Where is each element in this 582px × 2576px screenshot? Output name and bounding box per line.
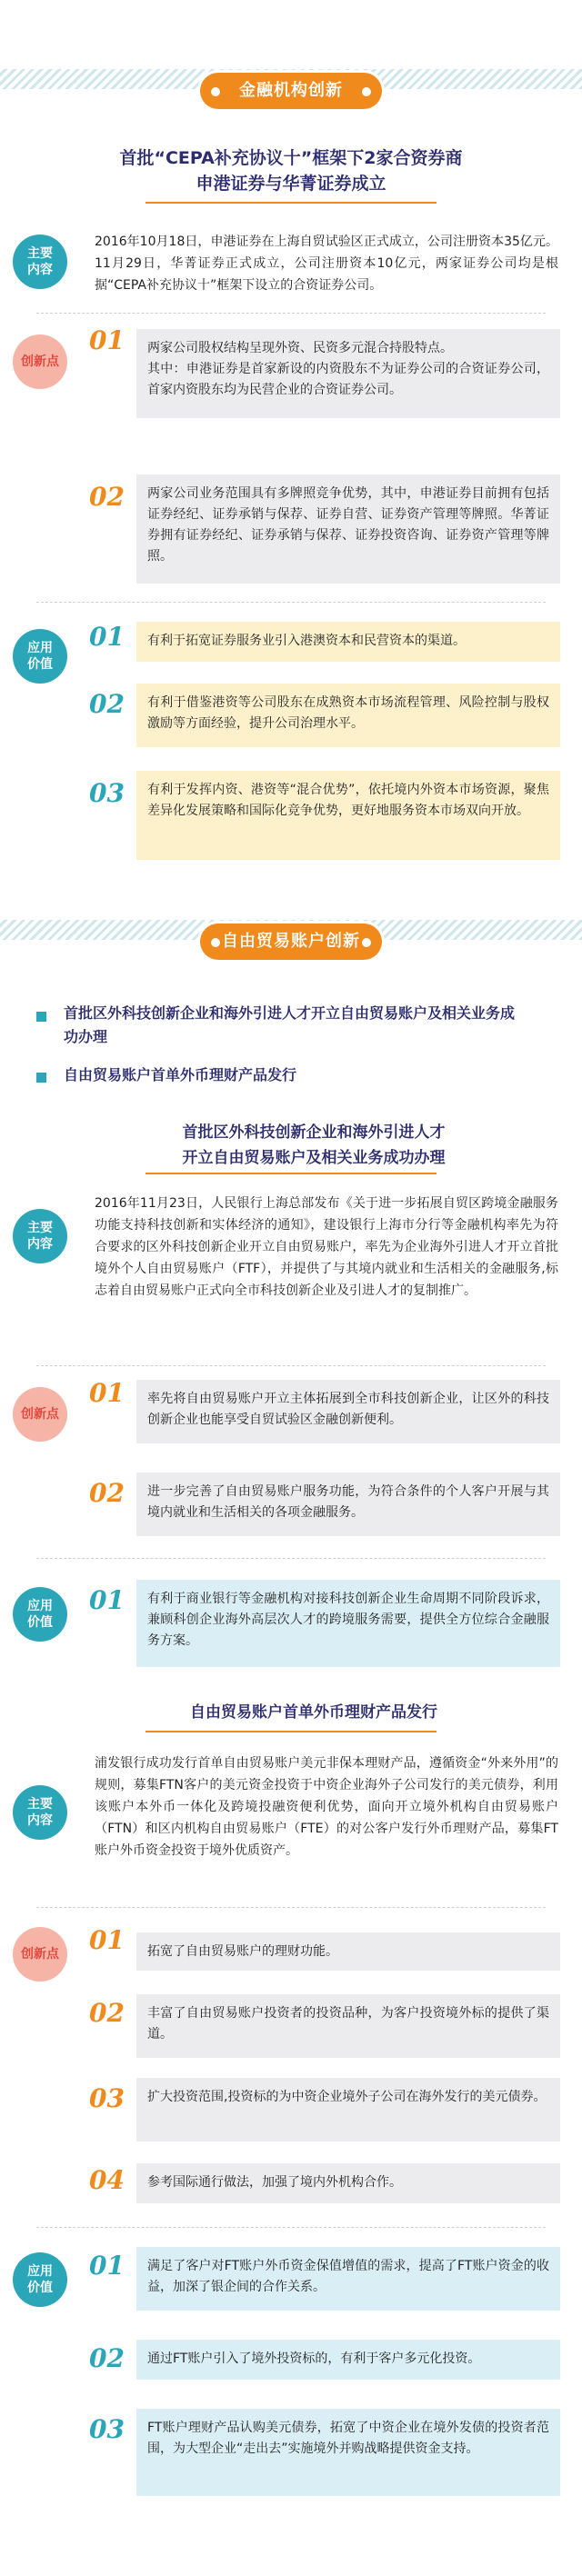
section-banner-free-trade-account	[0, 920, 582, 965]
innovation-number: 04	[89, 2165, 125, 2195]
value-number: 01	[89, 2251, 125, 2281]
divider	[36, 1907, 546, 1908]
value-card: 有利于借鉴港资等公司股东在成熟资本市场流程管理、风险控制与股权激励等方面经验，提升公司治理水平。	[136, 684, 560, 747]
main-content-text: 2016年10月18日，申港证券在上海自贸试验区正式成立，公司注册资本35亿元。11月29日，华菁证券正式成立，公司注册资本10亿元，两家证券公司均是根据“CEPA补充协议十”框架下设立的合资证券公司。	[95, 235, 558, 293]
main-content-badge: 主要 内容	[13, 1785, 67, 1840]
innovation-number: 01	[89, 1378, 125, 1408]
main-content-badge: 主要 内容	[13, 235, 67, 289]
article-subtitle: 首批区外科技创新企业和海外引进人才 开立自由贸易账户及相关业务成功办理	[182, 1123, 446, 1167]
value-number: 03	[89, 2414, 125, 2444]
innovation-number: 02	[89, 482, 125, 512]
bullet-marker	[36, 1012, 46, 1022]
value-number: 02	[89, 2343, 125, 2373]
bullet-marker	[36, 1073, 46, 1083]
value-card: 有利于商业银行等金融机构对接科技创新企业生命周期不同阶段诉求，兼顾科创企业海外高层次人才的跨境服务需要，提供全方位综合金融服务方案。	[136, 1580, 560, 1667]
value-badge: 应用 价值	[13, 629, 67, 684]
innovation-card: 两家公司业务范围具有多牌照竞争优势，其中，申港证券目前拥有包括证券经纪、证券承销与保荐、证券自营、证券资产管理等牌照。华菁证券拥有证券经纪、证券承销与保荐、证券投资咨询、证券资产管理等牌照。	[136, 474, 560, 584]
main-content-text: 2016年11月23日，人民银行上海总部发布《关于进一步拓展自贸区跨境金融服务功能支持科技创新和实体经济的通知》，建设银行上海市分行等金融机构率先为符合要求的区外科技创新企业开立自由贸易账户，率先为企业海外引进人才开立首批境外个人自由贸易账户（FTF），并提供了与其境内就业和生活相关的金融服务,标志着自由贸易账户正式向全市科技创新企业及引进人才的复制推广。	[95, 1196, 558, 1298]
innovation-card: 参考国际通行做法，加强了境内外机构合作。	[136, 2163, 560, 2203]
innovation-number: 01	[89, 1925, 125, 1955]
value-number: 02	[89, 689, 125, 719]
innovation-badge: 创新点	[13, 1387, 67, 1442]
innovation-card: 拓宽了自由贸易账户的理财功能。	[136, 1932, 560, 1971]
article-subtitle: 自由贸易账户首单外币理财产品发行	[190, 1703, 437, 1722]
value-number: 03	[89, 778, 125, 808]
divider	[36, 602, 546, 603]
innovation-number: 03	[89, 2083, 125, 2113]
value-number: 01	[89, 622, 125, 652]
value-card: 通过FT账户引入了境外投资标的，有利于客户多元化投资。	[136, 2340, 560, 2380]
value-card: FT账户理财产品认购美元债券，拓宽了中资企业在境外发债的投资者范围，为大型企业“走出去”实施境外并购战略提供资金支持。	[136, 2409, 560, 2496]
innovation-card: 率先将自由贸易账户开立主体拓展到全市科技创新企业，让区外的科技创新企业也能享受自贸试验区金融创新便利。	[136, 1380, 560, 1443]
banner-title: 自由贸易账户创新	[222, 932, 360, 951]
main-content-badge: 主要 内容	[13, 1209, 67, 1263]
innovation-number: 02	[89, 1478, 125, 1508]
subtitle-underline	[146, 1173, 436, 1174]
subtitle-underline	[146, 202, 436, 204]
section-banner-financial-institution	[0, 69, 582, 115]
subtitle-underline	[146, 1731, 436, 1732]
value-card: 有利于拓宽证券服务业引入港澳资本和民营资本的渠道。	[136, 622, 560, 662]
bullet-item: 自由贸易账户首单外币理财产品发行	[64, 1066, 297, 1083]
divider	[36, 2227, 546, 2228]
innovation-badge: 创新点	[13, 334, 67, 389]
banner-pill	[200, 73, 382, 109]
innovation-badge: 创新点	[13, 1927, 67, 1982]
divider	[36, 1558, 546, 1559]
divider	[36, 1365, 546, 1366]
value-card: 有利于发挥内资、港资等“混合优势”，依托境内外资本市场资源，聚焦差异化发展策略和国际化竞争优势，更好地服务资本市场双向开放。	[136, 771, 560, 860]
value-number: 01	[89, 1585, 125, 1615]
article-subtitle: 首批“CEPA补充协议十”框架下2家合资券商 申港证券与华菁证券成立	[119, 148, 463, 194]
bullet-item: 首批区外科技创新企业和海外引进人才开立自由贸易账户及相关业务成功办理	[64, 1004, 516, 1045]
value-badge: 应用 价值	[13, 1587, 67, 1642]
innovation-card: 进一步完善了自由贸易账户服务功能，为符合条件的个人客户开展与其境内就业和生活相关的各项金融服务。	[136, 1473, 560, 1536]
value-card: 满足了客户对FT账户外币资金保值增值的需求，提高了FT账户资金的收益，加深了银企间的合作关系。	[136, 2247, 560, 2311]
banner-pill	[200, 924, 382, 960]
innovation-card: 两家公司股权结构呈现外资、民资多元混合持股特点。 其中：申港证券是首家新设的内资股东不为证券公司的合资证券公司，首家内资股东均为民营企业的合资证券公司。	[136, 329, 560, 418]
banner-title: 金融机构创新	[239, 81, 343, 100]
main-content-text: 浦发银行成功发行首单自由贸易账户美元非保本理财产品，遵循资金“外来外用”的规则，募集FTN客户的美元资金投资于中资企业海外子公司发行的美元债券，利用该账户本外币一体化及跨境投融资便利优势，面向开立境外机构自由贸易账户（FTN）和区内机构自由贸易账户（FTE）的对公客户发行外币理财产品，募集FT账户外币资金投资于境外优质资产。	[95, 1756, 558, 1858]
innovation-number: 02	[89, 1998, 125, 2028]
innovation-number: 01	[89, 325, 125, 355]
divider	[36, 313, 546, 314]
innovation-card: 丰富了自由贸易账户投资者的投资品种，为客户投资境外标的提供了渠道。	[136, 1994, 560, 2058]
value-badge: 应用 价值	[13, 2252, 67, 2307]
innovation-card: 扩大投资范围,投资标的为中资企业境外子公司在海外发行的美元债券。	[136, 2078, 560, 2142]
